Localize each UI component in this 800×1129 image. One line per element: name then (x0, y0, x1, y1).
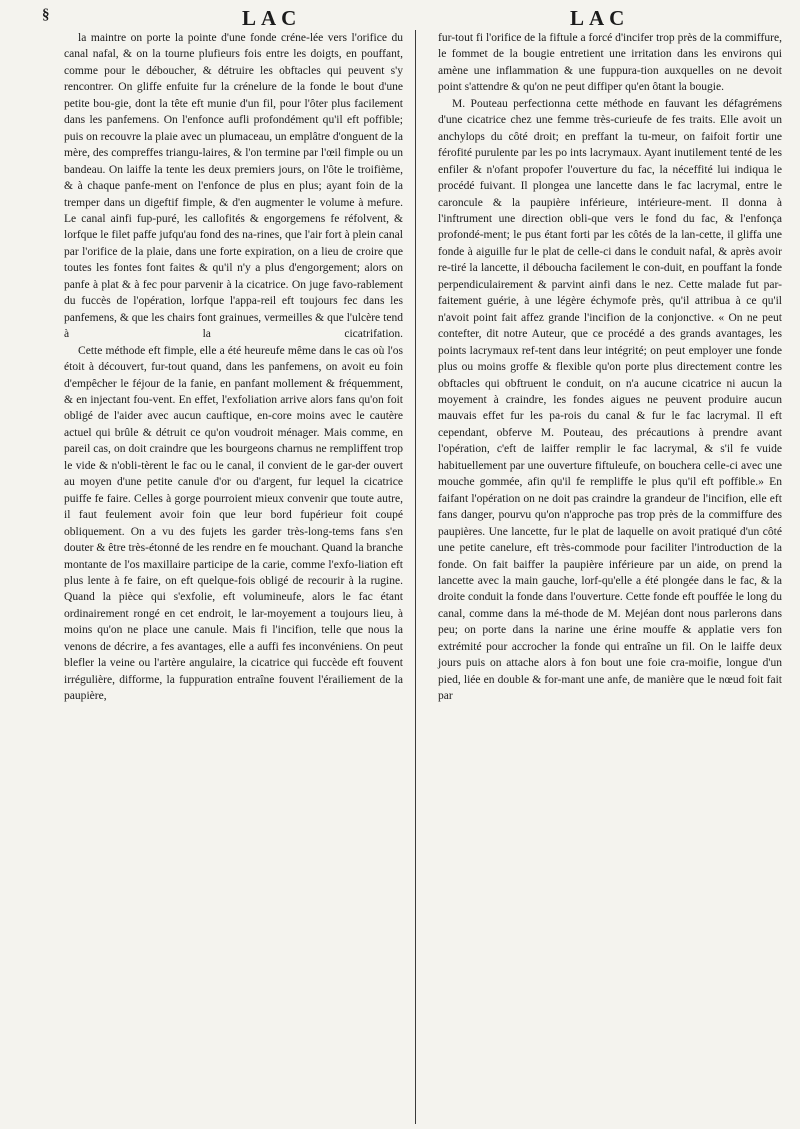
paragraph: Cette méthode eft fimple, elle a été heureufe même dans le cas où l'os étoit à découvert, fur-tout quand, dans les panfemens, on avoit eu foin d'empêcher le féjour de la fanie, en panfant mollement & fréquemment, & en injectant fou-vent. En effet, l'exfoliation arrive alors fans qu'on foit obligé de l'aider avec aucun cauftique, en-core moins avec le cautère actuel qui brûle & détruit ce qu'on voudroit ménager. Mais comme, en pareil cas, on doit craindre que les bourgeons charnus ne rempliffent trop le vide & n'obli-tèrent le fac ou le canal, il convient de le gar-der ouvert au moyen d'une petite canule d'or ou d'argent, fur lequel la cicatrice puiffe fe faire. Celles à gorge pourroient mieux convenir que toute autre, il faut feulement avoir foin que leur bord fupérieur foit coupé obliquement. On a vu des fujets les garder très-long-tems fans s'en douter & être très-étonné de les rendre en fe mouchant. Quand la branche montante de l'os maxillaire participe de la carie, comme l'exfo-liation eft plus lente à fe faire, on eft quelque-fois obligé de recourir à la rugine. Quand la pièce qui s'exfolie, eft volumineufe, alors le fac étant ordinairement rongé en cet endroit, le lar-moyement a toujours lieu, à moins qu'on ne place une canule. Mais fi l'incifion, telle que nous la venons de décrire, a fes avantages, elle a auffi fes inconvéniens. On peut blefler la veine ou l'artère angulaire, la cicatrice qui fuccède eft fouvent irrégulière, difforme, la fuppuration entraîne fouvent l'érailiement de la paupière, (64, 344, 404, 703)
text-columns (14, 30, 786, 1124)
left-column (14, 30, 409, 1124)
page-header (14, 4, 786, 30)
right-column (415, 30, 786, 1124)
section-mark: § (42, 7, 50, 23)
running-title-right: LAC (570, 6, 630, 30)
paragraph: la maintre on porte la pointe d'une fonde créne-lée vers l'orifice du canal nafal, & on la tourne plufieurs fois entre les doigts, en pouffant, comme pour le déboucher, & détruire les obftacles qui peuvent s'y rencontrer. On gliffe enfuite fur la crénelure de la fonde le bout d'une petite bou-gie, dont la tête eft munie d'un fil, pour l'ôter plus facilement dans les panfemens. On l'enfonce aufli profondément qu'il eft poffible; puis on recouvre la plaie avec un plumaceau, un emplâtre d'onguent de la mère, des compreffes triangu-laires, & l'on termine par l'œil fimple ou un bandeau. On laiffe la tente les deux premiers jours, on l'ôte le troifième, & à chaque panfe-ment on l'enfonce de plus en plus; ayant foin de la tremper dans un digeftif fimple, & d'en augmenter le volume à mefure. Le canal ainfi fup-puré, les callofités & engorgemens fe réfolvent, & lorfque le filet paffe jufqu'au fond des na-rines, que l'air fort à plein canal par l'orifice de la plaie, dans une forte expiration, on a lieu de croire que toutes les fontes font faites & qu'il n'y a plus d'engorgement; alors on panfe à plat & à fec pour parvenir à la cicatrice. On juge favo-rablement du fuccès de l'opération, lorfque l'appa-reil eft toujours fec dans les panfemens, & que les chairs font grainues, vermeilles & que l'ulcère tend à la cicatrifation. (64, 32, 404, 341)
paragraph: M. Pouteau perfectionna cette méthode en fauvant les défagrémens d'une cicatrice chez une femme très-curieufe de fes traits. Elle avoit un anchylops du côté droit; en preffant la tu-meur, on faifoit fortir une férofité purulente par les po ints lacrymaux. Ayant inutilement tenté de les enfiler & n'ofant propofer l'ouverture du fac, la néceffité lui indiqua le procédé fuivant. Il plongea une lancette dans le fac lacrymal, entre le caroncule & la paupière inférieure, intérieure-ment. Il donna à l'inftrument une direction obli-que vers le fond du fac, & l'enfonça profondé-ment; le pus étant forti par les côtés de la lan-cette, il gliffa une fonde à aiguille fur le plat de celle-ci dans le conduit nafal, & après avoir re-tiré la lancette, il déboucha facilement le con-duit, en pouffant la fonde perpendiculairement & parvint ainfi dans le nez. Cette malade fut par-faitement guérie, à une légère échymofe près, qu'il attribua à ce qu'il n'avoit point fait affez grande l'incifion de la conjonctive. « On ne peut contefter, dit notre Auteur, que ce procédé a des grands avantages, les points lacrymaux ref-tent dans leur intégrité; on peut employer une fonde plus ou moins groffe & flexible qu'on porte plus directement contre les obftacles qui obftruent le conduit, on n'a aucune cicatrice ni aucun la moyement à craindre, les fondes aigues ne peuvent produire aucun mauvais effet fur les pa-rois du canal & fur le fac lacrymal. Il eft cependant, obferve M. Pouteau, des précautions à prendre avant l'opération, c'eft de laiffer remplir le fac lacrymal, & s'il fe vuide habituellement par une ouverture fiftuleufe, on bouchera celle-ci avec une mouche gommée, afin qu'il fe rempliffe le plus qu'il eft poffible.» En faifant l'opération on ne doit pas craindre la grandeur de l'incifion, elle eft fans danger, pourvu qu'on n'approche pas trop près de la commiffure des paupières. Une lancette, fur le plat de laquelle on avoit pratiqué d'un côté une petite canelure, eft très-commode pour faciliter l'introduction de la fonde. On fait baiffer la paupière inférieure par un aide, on prend la lancette avec la main gauche, lorf-qu'elle a été plongée dans le fac, & la droite conduit la fonde dans l'ouverture. Cette fonde eft pouffée le long du canal, comme dans la mé-thode de M. Mejéan dont nous parlerons dans peu; on porte dans la narine une érine mouffe & applatie vers fon extrémité pour accrocher la fonde qui entraîne un fil. On le laiffe deux jours puis on attache alors à fon bout une foie cra-moifie, longue d'un pied, liée en double & for-mant une anfe, de manière que le nœud foit fait par (438, 97, 782, 703)
running-title-left: LAC (242, 6, 302, 30)
paragraph: fur-tout fi l'orifice de la fiftule a forcé d'incifer trop près de la commiffure, le fommet de la bougie entretient une irritation dans les environs qui amène une inflammation & une fuppura-tion auxquelles on ne devoit point s'attendre & qu'on ne peut diffiper qu'en ôtant la bougie. (438, 32, 782, 94)
